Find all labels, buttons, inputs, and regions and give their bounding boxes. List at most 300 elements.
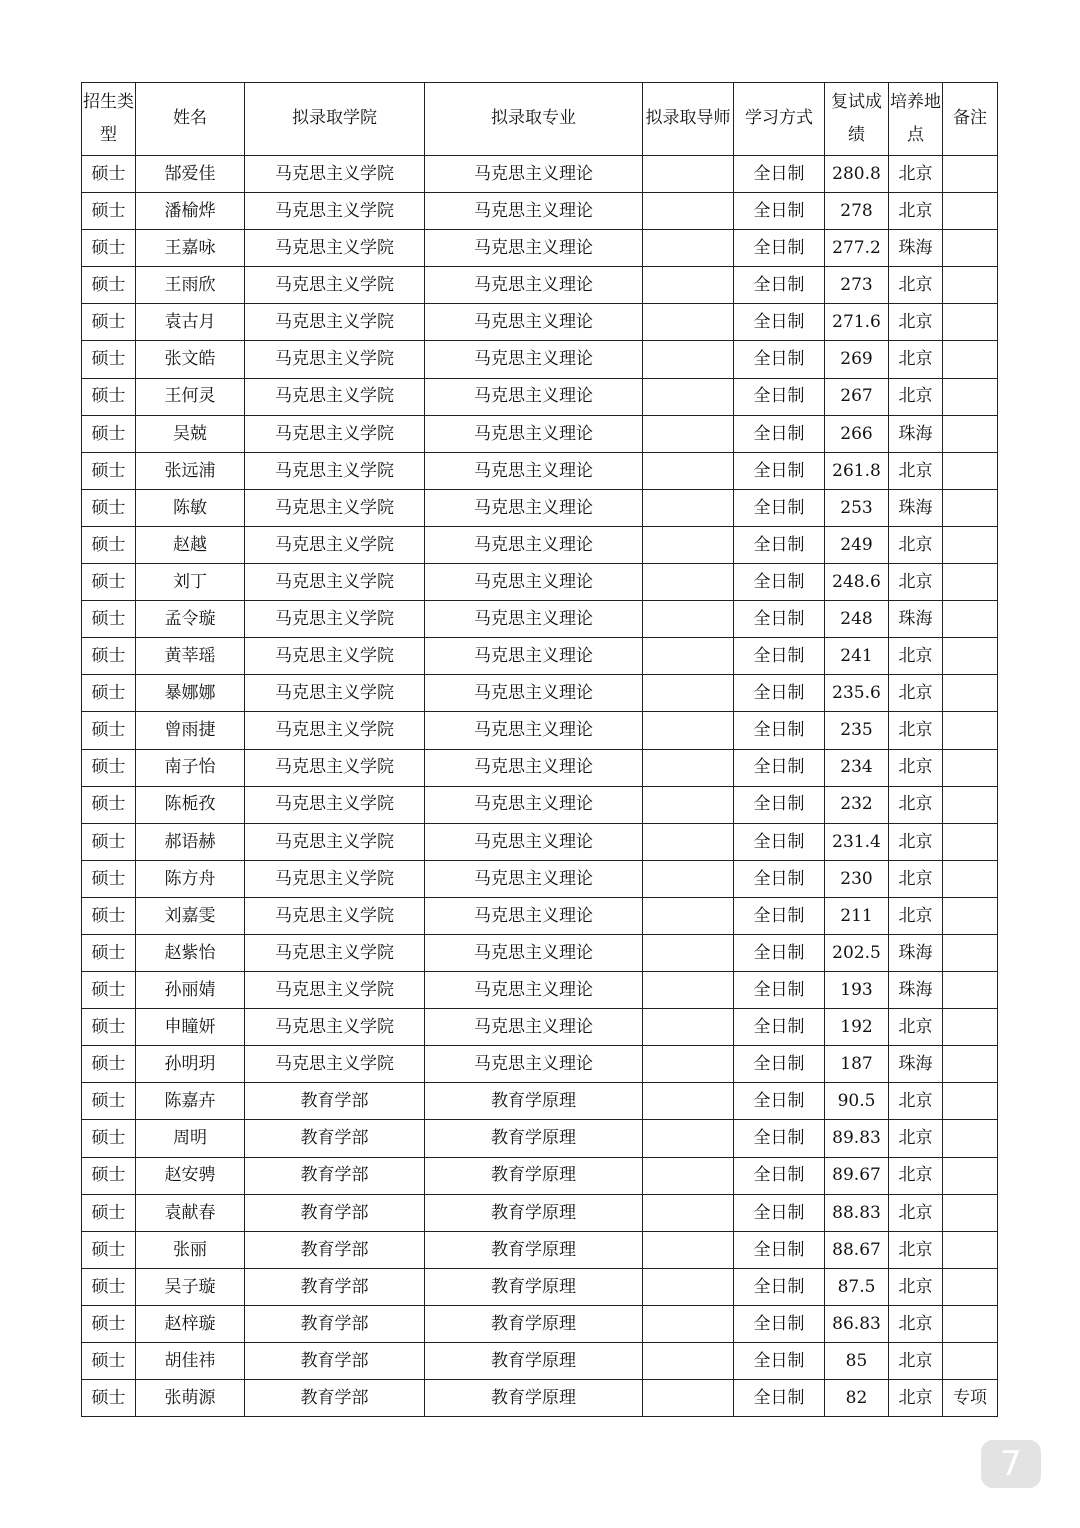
cell-advisor bbox=[643, 712, 734, 749]
cell-location: 北京 bbox=[889, 897, 943, 934]
cell-type: 硕士 bbox=[82, 1231, 136, 1268]
table-row bbox=[82, 1157, 998, 1194]
cell-score: 235.6 bbox=[825, 675, 889, 712]
cell-type: 硕士 bbox=[82, 1268, 136, 1305]
cell-remark bbox=[943, 786, 998, 823]
cell-college: 马克思主义学院 bbox=[245, 452, 425, 489]
cell-major: 马克思主义理论 bbox=[425, 526, 643, 563]
cell-name: 袁古月 bbox=[136, 304, 245, 341]
cell-name: 吴兢 bbox=[136, 415, 245, 452]
cell-score: 89.83 bbox=[825, 1120, 889, 1157]
cell-major: 马克思主义理论 bbox=[425, 230, 643, 267]
table-row bbox=[82, 526, 998, 563]
cell-name: 胡佳祎 bbox=[136, 1343, 245, 1380]
table-row bbox=[82, 230, 998, 267]
table-row bbox=[82, 378, 998, 415]
cell-major: 马克思主义理论 bbox=[425, 712, 643, 749]
cell-advisor bbox=[643, 1268, 734, 1305]
cell-score: 241 bbox=[825, 638, 889, 675]
table-row bbox=[82, 1120, 998, 1157]
cell-advisor bbox=[643, 601, 734, 638]
cell-major: 教育学原理 bbox=[425, 1120, 643, 1157]
cell-type: 硕士 bbox=[82, 526, 136, 563]
header-remark: 备注 bbox=[943, 83, 998, 156]
cell-remark bbox=[943, 601, 998, 638]
cell-major: 教育学原理 bbox=[425, 1380, 643, 1417]
cell-college: 马克思主义学院 bbox=[245, 638, 425, 675]
cell-study-mode: 全日制 bbox=[734, 1009, 825, 1046]
table-row bbox=[82, 712, 998, 749]
cell-major: 教育学原理 bbox=[425, 1083, 643, 1120]
cell-remark bbox=[943, 526, 998, 563]
cell-major: 马克思主义理论 bbox=[425, 897, 643, 934]
cell-advisor bbox=[643, 341, 734, 378]
cell-location: 北京 bbox=[889, 304, 943, 341]
cell-score: 232 bbox=[825, 786, 889, 823]
cell-major: 马克思主义理论 bbox=[425, 489, 643, 526]
cell-name: 郜爱佳 bbox=[136, 156, 245, 193]
cell-location: 北京 bbox=[889, 749, 943, 786]
cell-advisor bbox=[643, 1157, 734, 1194]
cell-type: 硕士 bbox=[82, 601, 136, 638]
header-major: 拟录取专业 bbox=[425, 83, 643, 156]
cell-name: 张文皓 bbox=[136, 341, 245, 378]
cell-score: 280.8 bbox=[825, 156, 889, 193]
cell-score: 234 bbox=[825, 749, 889, 786]
cell-college: 马克思主义学院 bbox=[245, 897, 425, 934]
cell-major: 马克思主义理论 bbox=[425, 564, 643, 601]
cell-study-mode: 全日制 bbox=[734, 972, 825, 1009]
cell-score: 87.5 bbox=[825, 1268, 889, 1305]
cell-advisor bbox=[643, 1231, 734, 1268]
cell-remark bbox=[943, 378, 998, 415]
header-score: 复试成绩 bbox=[825, 83, 889, 156]
cell-type: 硕士 bbox=[82, 415, 136, 452]
cell-score: 277.2 bbox=[825, 230, 889, 267]
cell-location: 北京 bbox=[889, 1083, 943, 1120]
cell-location: 北京 bbox=[889, 712, 943, 749]
cell-major: 马克思主义理论 bbox=[425, 638, 643, 675]
cell-major: 教育学原理 bbox=[425, 1157, 643, 1194]
cell-name: 王嘉咏 bbox=[136, 230, 245, 267]
cell-advisor bbox=[643, 1009, 734, 1046]
header-advisor: 拟录取导师 bbox=[643, 83, 734, 156]
table-row bbox=[82, 934, 998, 971]
cell-study-mode: 全日制 bbox=[734, 304, 825, 341]
cell-study-mode: 全日制 bbox=[734, 1268, 825, 1305]
cell-location: 北京 bbox=[889, 1343, 943, 1380]
cell-college: 教育学部 bbox=[245, 1380, 425, 1417]
cell-advisor bbox=[643, 156, 734, 193]
cell-study-mode: 全日制 bbox=[734, 1305, 825, 1342]
table-row bbox=[82, 1194, 998, 1231]
cell-name: 王雨欣 bbox=[136, 267, 245, 304]
cell-major: 马克思主义理论 bbox=[425, 749, 643, 786]
cell-advisor bbox=[643, 1046, 734, 1083]
cell-type: 硕士 bbox=[82, 378, 136, 415]
cell-location: 北京 bbox=[889, 378, 943, 415]
cell-remark bbox=[943, 1194, 998, 1231]
header-college: 拟录取学院 bbox=[245, 83, 425, 156]
cell-score: 90.5 bbox=[825, 1083, 889, 1120]
cell-location: 北京 bbox=[889, 638, 943, 675]
header-name: 姓名 bbox=[136, 83, 245, 156]
cell-name: 孙丽婧 bbox=[136, 972, 245, 1009]
cell-type: 硕士 bbox=[82, 230, 136, 267]
table-row bbox=[82, 1083, 998, 1120]
cell-major: 马克思主义理论 bbox=[425, 601, 643, 638]
table-row bbox=[82, 823, 998, 860]
cell-name: 刘丁 bbox=[136, 564, 245, 601]
cell-study-mode: 全日制 bbox=[734, 897, 825, 934]
cell-location: 北京 bbox=[889, 1268, 943, 1305]
cell-study-mode: 全日制 bbox=[734, 638, 825, 675]
cell-location: 北京 bbox=[889, 1194, 943, 1231]
cell-college: 马克思主义学院 bbox=[245, 489, 425, 526]
cell-location: 北京 bbox=[889, 1120, 943, 1157]
cell-name: 赵越 bbox=[136, 526, 245, 563]
cell-location: 北京 bbox=[889, 526, 943, 563]
cell-type: 硕士 bbox=[82, 1157, 136, 1194]
cell-name: 张萌源 bbox=[136, 1380, 245, 1417]
cell-remark bbox=[943, 267, 998, 304]
cell-location: 北京 bbox=[889, 1305, 943, 1342]
cell-name: 南子怡 bbox=[136, 749, 245, 786]
cell-type: 硕士 bbox=[82, 786, 136, 823]
cell-location: 北京 bbox=[889, 860, 943, 897]
cell-name: 赵紫怡 bbox=[136, 934, 245, 971]
cell-remark bbox=[943, 1305, 998, 1342]
cell-location: 北京 bbox=[889, 267, 943, 304]
cell-major: 马克思主义理论 bbox=[425, 786, 643, 823]
cell-college: 马克思主义学院 bbox=[245, 749, 425, 786]
cell-name: 陈敏 bbox=[136, 489, 245, 526]
cell-advisor bbox=[643, 1083, 734, 1120]
cell-study-mode: 全日制 bbox=[734, 526, 825, 563]
cell-score: 89.67 bbox=[825, 1157, 889, 1194]
cell-remark: 专项 bbox=[943, 1380, 998, 1417]
cell-location: 北京 bbox=[889, 193, 943, 230]
cell-advisor bbox=[643, 860, 734, 897]
cell-study-mode: 全日制 bbox=[734, 1194, 825, 1231]
cell-remark bbox=[943, 564, 998, 601]
cell-score: 82 bbox=[825, 1380, 889, 1417]
cell-remark bbox=[943, 1009, 998, 1046]
cell-score: 202.5 bbox=[825, 934, 889, 971]
cell-college: 马克思主义学院 bbox=[245, 526, 425, 563]
table-row bbox=[82, 1268, 998, 1305]
cell-advisor bbox=[643, 749, 734, 786]
cell-type: 硕士 bbox=[82, 341, 136, 378]
cell-remark bbox=[943, 860, 998, 897]
cell-type: 硕士 bbox=[82, 452, 136, 489]
cell-score: 261.8 bbox=[825, 452, 889, 489]
cell-advisor bbox=[643, 452, 734, 489]
cell-college: 教育学部 bbox=[245, 1083, 425, 1120]
cell-type: 硕士 bbox=[82, 897, 136, 934]
cell-name: 孟令璇 bbox=[136, 601, 245, 638]
cell-study-mode: 全日制 bbox=[734, 1083, 825, 1120]
table-row bbox=[82, 749, 998, 786]
cell-location: 北京 bbox=[889, 1009, 943, 1046]
cell-name: 陈嘉卉 bbox=[136, 1083, 245, 1120]
cell-score: 248.6 bbox=[825, 564, 889, 601]
cell-major: 马克思主义理论 bbox=[425, 452, 643, 489]
cell-college: 马克思主义学院 bbox=[245, 712, 425, 749]
cell-college: 马克思主义学院 bbox=[245, 193, 425, 230]
cell-score: 192 bbox=[825, 1009, 889, 1046]
cell-location: 北京 bbox=[889, 156, 943, 193]
cell-remark bbox=[943, 749, 998, 786]
cell-location: 珠海 bbox=[889, 230, 943, 267]
cell-location: 北京 bbox=[889, 341, 943, 378]
cell-college: 教育学部 bbox=[245, 1305, 425, 1342]
cell-study-mode: 全日制 bbox=[734, 1343, 825, 1380]
cell-study-mode: 全日制 bbox=[734, 601, 825, 638]
cell-type: 硕士 bbox=[82, 1343, 136, 1380]
cell-college: 马克思主义学院 bbox=[245, 1009, 425, 1046]
cell-remark bbox=[943, 304, 998, 341]
cell-type: 硕士 bbox=[82, 860, 136, 897]
cell-remark bbox=[943, 1157, 998, 1194]
header-study-mode: 学习方式 bbox=[734, 83, 825, 156]
cell-college: 教育学部 bbox=[245, 1343, 425, 1380]
cell-major: 教育学原理 bbox=[425, 1305, 643, 1342]
cell-type: 硕士 bbox=[82, 823, 136, 860]
cell-college: 马克思主义学院 bbox=[245, 378, 425, 415]
cell-score: 88.67 bbox=[825, 1231, 889, 1268]
cell-major: 马克思主义理论 bbox=[425, 267, 643, 304]
cell-location: 珠海 bbox=[889, 601, 943, 638]
cell-study-mode: 全日制 bbox=[734, 378, 825, 415]
cell-remark bbox=[943, 638, 998, 675]
cell-name: 陈栀孜 bbox=[136, 786, 245, 823]
cell-type: 硕士 bbox=[82, 304, 136, 341]
cell-study-mode: 全日制 bbox=[734, 712, 825, 749]
cell-type: 硕士 bbox=[82, 1083, 136, 1120]
table-row bbox=[82, 675, 998, 712]
cell-name: 张丽 bbox=[136, 1231, 245, 1268]
cell-location: 珠海 bbox=[889, 1046, 943, 1083]
cell-remark bbox=[943, 1268, 998, 1305]
cell-study-mode: 全日制 bbox=[734, 156, 825, 193]
cell-advisor bbox=[643, 230, 734, 267]
cell-college: 马克思主义学院 bbox=[245, 267, 425, 304]
cell-major: 马克思主义理论 bbox=[425, 823, 643, 860]
cell-advisor bbox=[643, 1343, 734, 1380]
cell-college: 教育学部 bbox=[245, 1268, 425, 1305]
header-location: 培养地点 bbox=[889, 83, 943, 156]
cell-location: 珠海 bbox=[889, 934, 943, 971]
cell-advisor bbox=[643, 1380, 734, 1417]
cell-study-mode: 全日制 bbox=[734, 489, 825, 526]
cell-score: 278 bbox=[825, 193, 889, 230]
cell-score: 231.4 bbox=[825, 823, 889, 860]
cell-advisor bbox=[643, 934, 734, 971]
cell-name: 黄莘瑶 bbox=[136, 638, 245, 675]
cell-score: 85 bbox=[825, 1343, 889, 1380]
cell-remark bbox=[943, 415, 998, 452]
cell-advisor bbox=[643, 267, 734, 304]
cell-college: 教育学部 bbox=[245, 1157, 425, 1194]
table-row bbox=[82, 897, 998, 934]
cell-score: 248 bbox=[825, 601, 889, 638]
cell-advisor bbox=[643, 378, 734, 415]
cell-major: 教育学原理 bbox=[425, 1194, 643, 1231]
cell-type: 硕士 bbox=[82, 156, 136, 193]
table-row bbox=[82, 601, 998, 638]
cell-college: 马克思主义学院 bbox=[245, 156, 425, 193]
cell-college: 马克思主义学院 bbox=[245, 972, 425, 1009]
cell-remark bbox=[943, 230, 998, 267]
cell-location: 北京 bbox=[889, 564, 943, 601]
cell-major: 马克思主义理论 bbox=[425, 415, 643, 452]
cell-advisor bbox=[643, 972, 734, 1009]
cell-location: 珠海 bbox=[889, 489, 943, 526]
cell-college: 马克思主义学院 bbox=[245, 786, 425, 823]
cell-remark bbox=[943, 156, 998, 193]
cell-score: 267 bbox=[825, 378, 889, 415]
cell-type: 硕士 bbox=[82, 1380, 136, 1417]
cell-name: 暴娜娜 bbox=[136, 675, 245, 712]
cell-remark bbox=[943, 341, 998, 378]
cell-type: 硕士 bbox=[82, 489, 136, 526]
header-row bbox=[82, 83, 998, 156]
cell-score: 235 bbox=[825, 712, 889, 749]
cell-major: 教育学原理 bbox=[425, 1231, 643, 1268]
cell-study-mode: 全日制 bbox=[734, 786, 825, 823]
cell-college: 教育学部 bbox=[245, 1231, 425, 1268]
cell-remark bbox=[943, 1083, 998, 1120]
cell-advisor bbox=[643, 564, 734, 601]
cell-type: 硕士 bbox=[82, 675, 136, 712]
cell-location: 北京 bbox=[889, 786, 943, 823]
cell-study-mode: 全日制 bbox=[734, 1380, 825, 1417]
cell-score: 187 bbox=[825, 1046, 889, 1083]
table-row bbox=[82, 489, 998, 526]
cell-name: 申瞳妍 bbox=[136, 1009, 245, 1046]
cell-location: 珠海 bbox=[889, 972, 943, 1009]
cell-remark bbox=[943, 489, 998, 526]
cell-study-mode: 全日制 bbox=[734, 1231, 825, 1268]
cell-name: 赵安骋 bbox=[136, 1157, 245, 1194]
cell-study-mode: 全日制 bbox=[734, 823, 825, 860]
cell-study-mode: 全日制 bbox=[734, 675, 825, 712]
cell-type: 硕士 bbox=[82, 1194, 136, 1231]
cell-score: 249 bbox=[825, 526, 889, 563]
cell-type: 硕士 bbox=[82, 638, 136, 675]
table-row bbox=[82, 1231, 998, 1268]
cell-advisor bbox=[643, 897, 734, 934]
cell-advisor bbox=[643, 489, 734, 526]
cell-advisor bbox=[643, 193, 734, 230]
cell-location: 北京 bbox=[889, 1380, 943, 1417]
cell-location: 北京 bbox=[889, 1231, 943, 1268]
cell-name: 周明 bbox=[136, 1120, 245, 1157]
table-row bbox=[82, 1380, 998, 1417]
cell-score: 269 bbox=[825, 341, 889, 378]
table-row bbox=[82, 638, 998, 675]
cell-major: 马克思主义理论 bbox=[425, 1009, 643, 1046]
cell-study-mode: 全日制 bbox=[734, 564, 825, 601]
cell-name: 刘嘉雯 bbox=[136, 897, 245, 934]
cell-type: 硕士 bbox=[82, 193, 136, 230]
admission-table bbox=[81, 82, 998, 1417]
cell-major: 马克思主义理论 bbox=[425, 193, 643, 230]
cell-score: 230 bbox=[825, 860, 889, 897]
cell-location: 北京 bbox=[889, 823, 943, 860]
cell-name: 吴子璇 bbox=[136, 1268, 245, 1305]
cell-remark bbox=[943, 823, 998, 860]
cell-name: 张远浦 bbox=[136, 452, 245, 489]
cell-study-mode: 全日制 bbox=[734, 267, 825, 304]
table-row bbox=[82, 193, 998, 230]
cell-remark bbox=[943, 1343, 998, 1380]
cell-type: 硕士 bbox=[82, 972, 136, 1009]
cell-major: 马克思主义理论 bbox=[425, 341, 643, 378]
cell-major: 马克思主义理论 bbox=[425, 1046, 643, 1083]
cell-remark bbox=[943, 1120, 998, 1157]
cell-type: 硕士 bbox=[82, 1009, 136, 1046]
cell-advisor bbox=[643, 675, 734, 712]
cell-major: 马克思主义理论 bbox=[425, 934, 643, 971]
cell-study-mode: 全日制 bbox=[734, 415, 825, 452]
cell-advisor bbox=[643, 786, 734, 823]
cell-score: 193 bbox=[825, 972, 889, 1009]
cell-score: 271.6 bbox=[825, 304, 889, 341]
cell-score: 88.83 bbox=[825, 1194, 889, 1231]
table-row bbox=[82, 452, 998, 489]
cell-college: 教育学部 bbox=[245, 1194, 425, 1231]
cell-advisor bbox=[643, 415, 734, 452]
table-body bbox=[82, 156, 998, 1417]
cell-score: 211 bbox=[825, 897, 889, 934]
cell-college: 马克思主义学院 bbox=[245, 230, 425, 267]
cell-location: 珠海 bbox=[889, 415, 943, 452]
cell-advisor bbox=[643, 1194, 734, 1231]
cell-name: 潘榆烨 bbox=[136, 193, 245, 230]
cell-major: 马克思主义理论 bbox=[425, 675, 643, 712]
cell-major: 教育学原理 bbox=[425, 1343, 643, 1380]
cell-major: 教育学原理 bbox=[425, 1268, 643, 1305]
table-row bbox=[82, 267, 998, 304]
cell-name: 孙明玥 bbox=[136, 1046, 245, 1083]
cell-advisor bbox=[643, 304, 734, 341]
cell-remark bbox=[943, 934, 998, 971]
cell-remark bbox=[943, 897, 998, 934]
cell-remark bbox=[943, 1046, 998, 1083]
cell-study-mode: 全日制 bbox=[734, 193, 825, 230]
cell-type: 硕士 bbox=[82, 1120, 136, 1157]
table-row bbox=[82, 415, 998, 452]
cell-major: 马克思主义理论 bbox=[425, 972, 643, 1009]
cell-score: 273 bbox=[825, 267, 889, 304]
page-number-badge: 7 bbox=[981, 1440, 1041, 1488]
table-row bbox=[82, 1046, 998, 1083]
cell-study-mode: 全日制 bbox=[734, 749, 825, 786]
cell-college: 教育学部 bbox=[245, 1120, 425, 1157]
cell-type: 硕士 bbox=[82, 1305, 136, 1342]
cell-college: 马克思主义学院 bbox=[245, 1046, 425, 1083]
cell-study-mode: 全日制 bbox=[734, 1046, 825, 1083]
cell-type: 硕士 bbox=[82, 749, 136, 786]
cell-college: 马克思主义学院 bbox=[245, 860, 425, 897]
cell-type: 硕士 bbox=[82, 267, 136, 304]
table-row bbox=[82, 1305, 998, 1342]
cell-name: 袁献春 bbox=[136, 1194, 245, 1231]
cell-study-mode: 全日制 bbox=[734, 341, 825, 378]
cell-location: 北京 bbox=[889, 675, 943, 712]
